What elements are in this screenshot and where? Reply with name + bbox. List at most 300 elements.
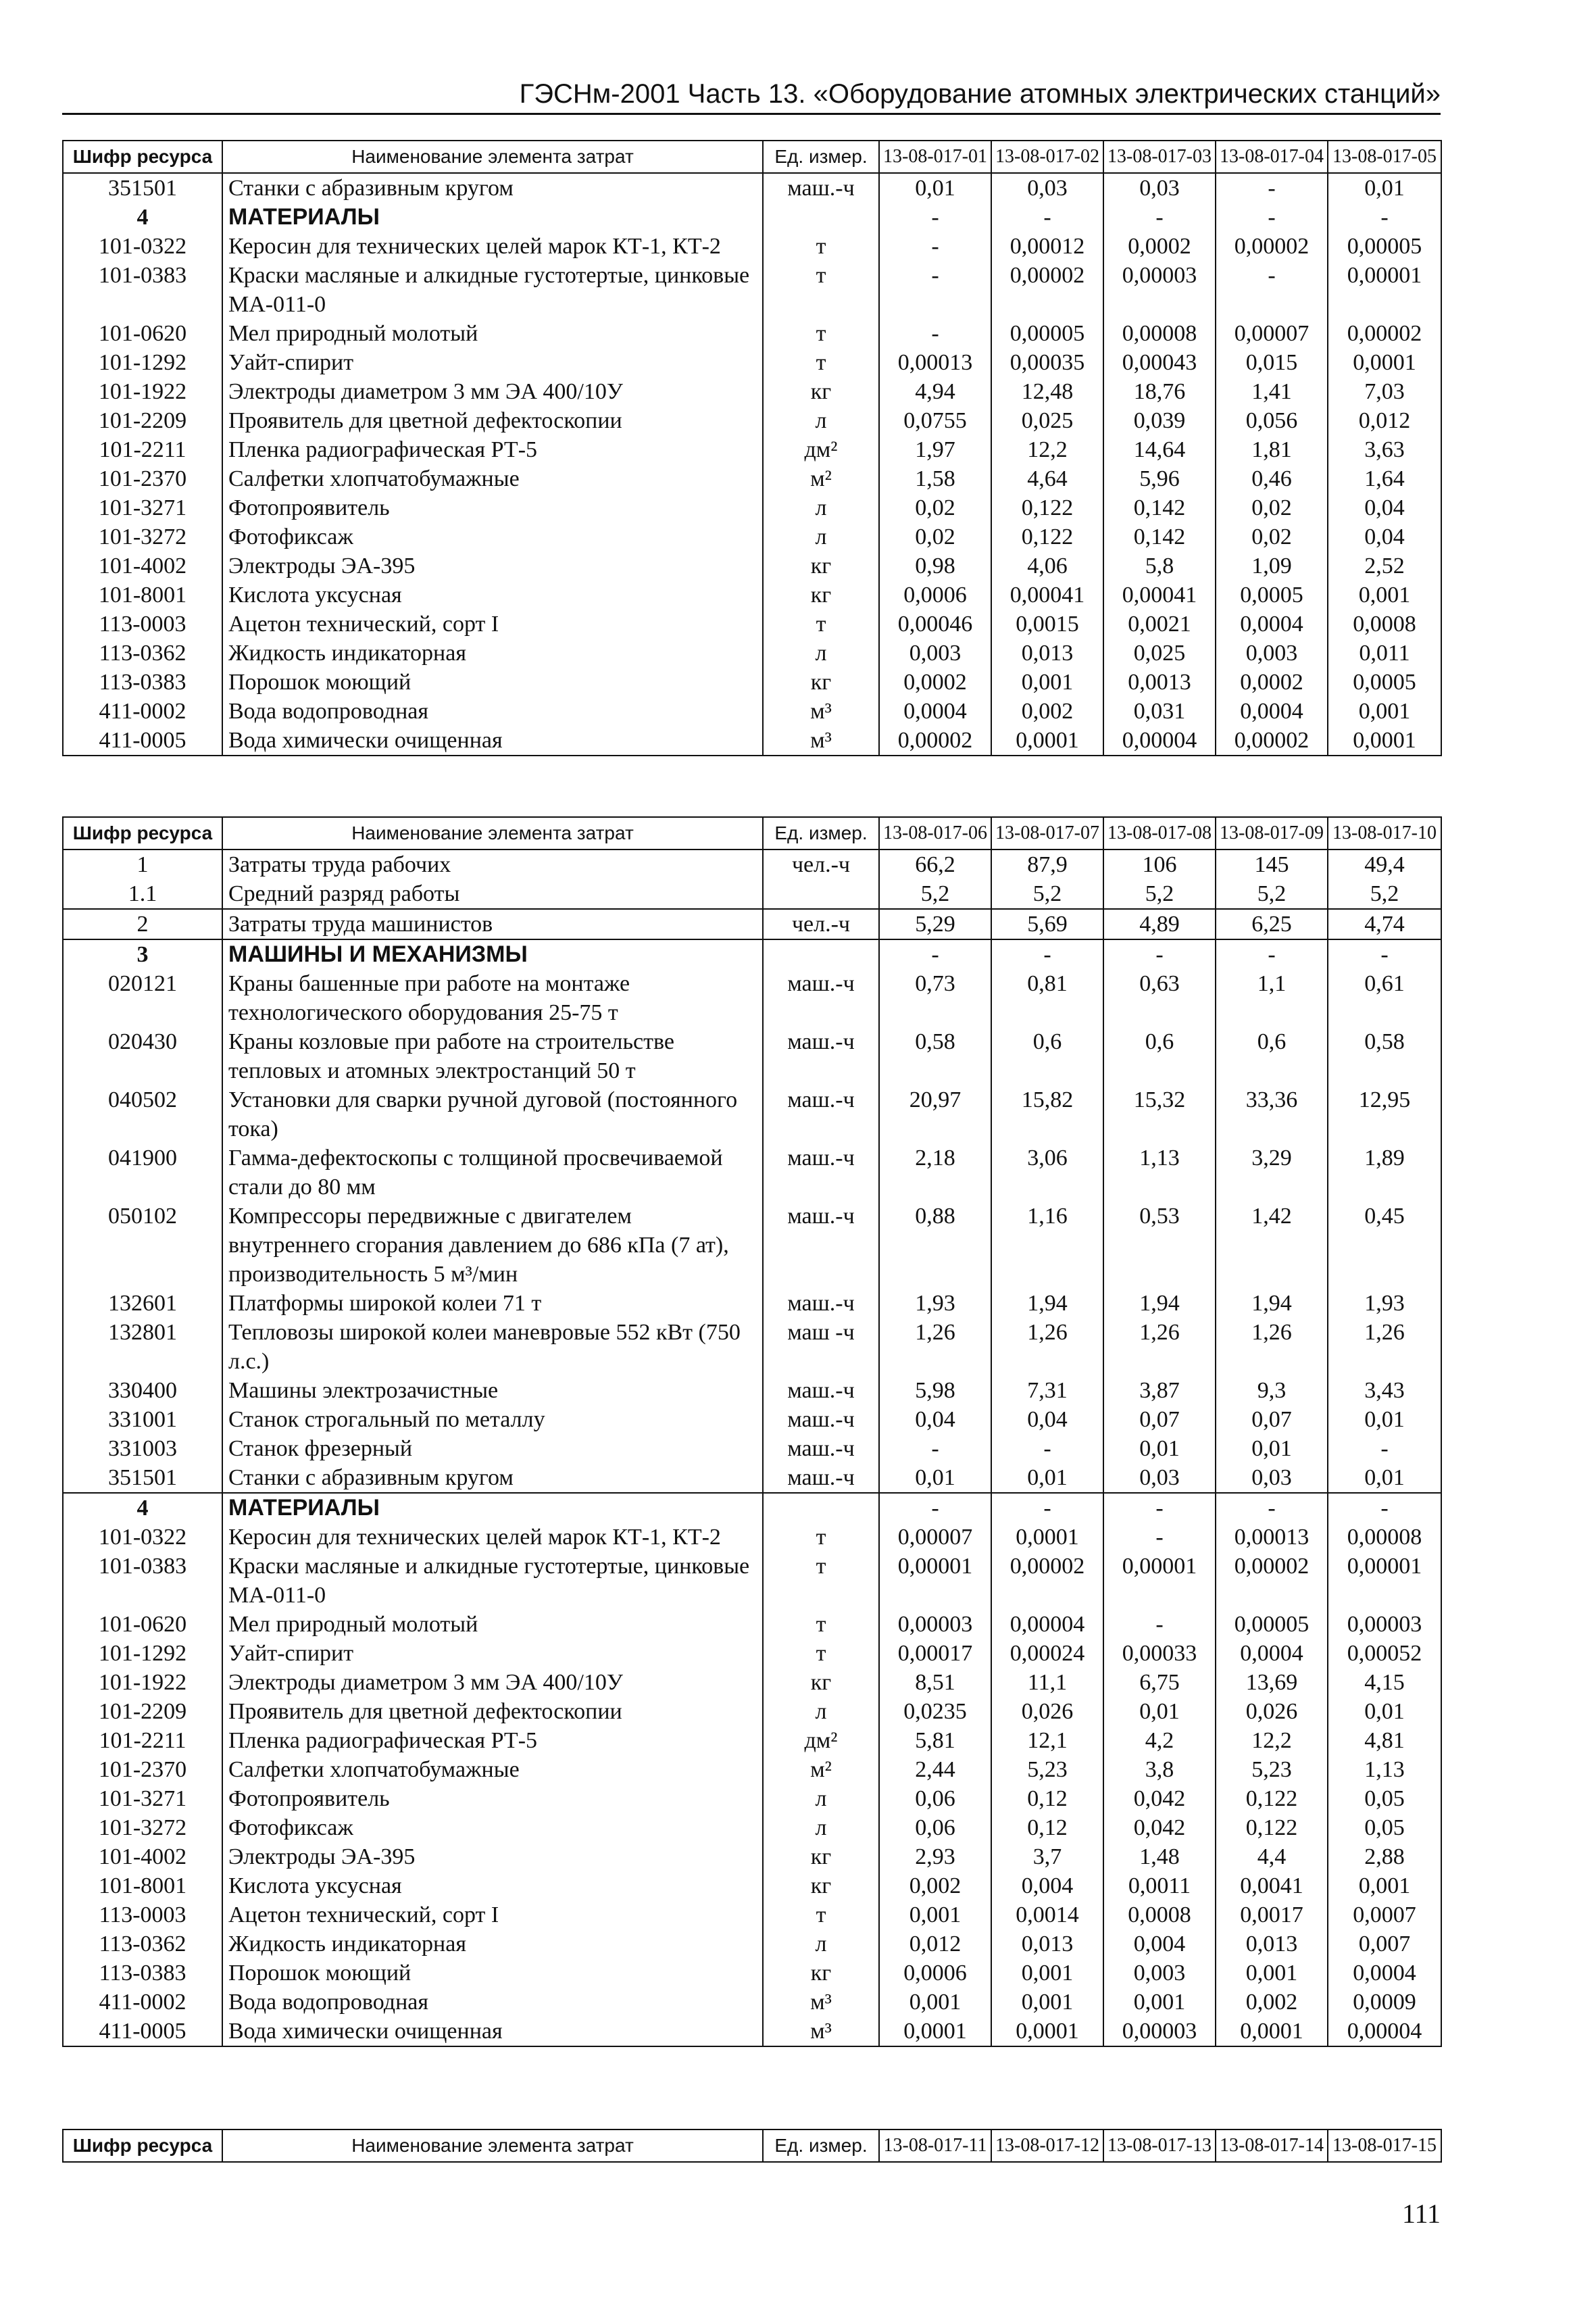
row-value: 0,03: [991, 173, 1103, 203]
row-value: -: [879, 1493, 991, 1523]
row-code: 101-0322: [63, 232, 222, 261]
row-value: 3,7: [991, 1842, 1103, 1871]
row-value: 0,01: [879, 1463, 991, 1493]
row-value: -: [1103, 1493, 1216, 1523]
row-name: Затраты труда машинистов: [222, 909, 763, 939]
row-value: 0,00001: [1328, 1552, 1441, 1610]
row-value: 0,46: [1216, 464, 1328, 493]
row-name: Машины электрозачистные: [222, 1376, 763, 1405]
row-code: 351501: [63, 173, 222, 203]
row-code: 113-0383: [63, 1959, 222, 1988]
row-value: 2,88: [1328, 1842, 1441, 1871]
row-code: 040502: [63, 1085, 222, 1143]
row-value: 0,98: [879, 551, 991, 581]
row-value: 5,2: [879, 879, 991, 909]
row-unit: [763, 203, 879, 232]
table-row: [63, 1318, 1441, 1376]
row-value: -: [1103, 1523, 1216, 1552]
row-value: 0,0007: [1328, 1900, 1441, 1929]
row-unit: м²: [763, 464, 879, 493]
row-unit: т: [763, 261, 879, 319]
row-value: 0,0008: [1328, 610, 1441, 639]
row-value: 4,94: [879, 377, 991, 406]
row-value: 4,15: [1328, 1668, 1441, 1697]
row-code: 101-2370: [63, 1755, 222, 1784]
row-value: 0,001: [1328, 1871, 1441, 1900]
row-value: 0,03: [1103, 1463, 1216, 1493]
row-unit: т: [763, 1552, 879, 1610]
row-value: 1,16: [991, 1202, 1103, 1289]
row-unit: м³: [763, 726, 879, 756]
row-value: 0,0001: [1328, 726, 1441, 756]
row-value: 0,00005: [991, 319, 1103, 348]
row-code: 101-3272: [63, 522, 222, 551]
header-name: Наименование элемента затрат: [222, 141, 763, 173]
row-value: 0,025: [991, 406, 1103, 435]
row-name: Уайт-спирит: [222, 348, 763, 377]
table-row: [63, 1668, 1441, 1697]
table-row: [63, 551, 1441, 581]
row-value: 0,0006: [879, 581, 991, 610]
row-value: 0,01: [991, 1463, 1103, 1493]
row-code: 411-0005: [63, 726, 222, 756]
row-value: 0,73: [879, 969, 991, 1027]
row-value: 12,48: [991, 377, 1103, 406]
table-row: [63, 1289, 1441, 1318]
row-code: 101-8001: [63, 1871, 222, 1900]
row-value: 0,00041: [991, 581, 1103, 610]
row-value: 0,02: [1216, 493, 1328, 522]
row-value: 0,00003: [1328, 1610, 1441, 1639]
row-unit: маш.-ч: [763, 1202, 879, 1289]
row-value: 1,89: [1328, 1143, 1441, 1202]
row-value: 0,013: [991, 1929, 1103, 1959]
table-row: [63, 1929, 1441, 1959]
row-value: 0,00003: [879, 1610, 991, 1639]
row-code: 411-0002: [63, 1988, 222, 2017]
row-value: 0,002: [991, 697, 1103, 726]
row-name: Фотопроявитель: [222, 493, 763, 522]
row-value: 0,0001: [991, 1523, 1103, 1552]
table-row: [63, 1376, 1441, 1405]
table-row: [63, 1143, 1441, 1202]
row-code: 101-2209: [63, 1697, 222, 1726]
row-value: 0,142: [1103, 493, 1216, 522]
row-value: 0,00007: [1216, 319, 1328, 348]
row-name: Керосин для технических целей марок КТ-1, КТ-2: [222, 232, 763, 261]
row-name: Станок фрезерный: [222, 1434, 763, 1463]
row-value: 0,81: [991, 969, 1103, 1027]
row-name: Средний разряд работы: [222, 879, 763, 909]
row-code: 101-0322: [63, 1523, 222, 1552]
row-unit: чел.-ч: [763, 850, 879, 879]
row-value: 0,039: [1103, 406, 1216, 435]
row-unit: т: [763, 1900, 879, 1929]
row-code: 101-2211: [63, 435, 222, 464]
header-name: Наименование элемента затрат: [222, 2130, 763, 2162]
row-unit: т: [763, 1610, 879, 1639]
row-value: -: [991, 939, 1103, 969]
table-row: [63, 1755, 1441, 1784]
row-value: 0,88: [879, 1202, 991, 1289]
row-code: 101-1922: [63, 1668, 222, 1697]
row-code: 3: [63, 939, 222, 969]
row-value: 0,00002: [1216, 232, 1328, 261]
row-code: 113-0003: [63, 610, 222, 639]
row-value: 9,3: [1216, 1376, 1328, 1405]
table-row: [63, 1871, 1441, 1900]
row-value: 1,94: [991, 1289, 1103, 1318]
row-code: 113-0362: [63, 1929, 222, 1959]
row-value: 2,93: [879, 1842, 991, 1871]
table-header-row: [63, 2130, 1441, 2162]
row-value: 0,07: [1103, 1405, 1216, 1434]
row-name: Кислота уксусная: [222, 581, 763, 610]
row-value: 0,00002: [879, 726, 991, 756]
row-value: 0,001: [1103, 1988, 1216, 2017]
row-name: Жидкость индикаторная: [222, 639, 763, 668]
row-code: 113-0003: [63, 1900, 222, 1929]
row-unit: дм²: [763, 435, 879, 464]
row-value: 0,0002: [1103, 232, 1216, 261]
row-value: 87,9: [991, 850, 1103, 879]
row-value: 0,00004: [1103, 726, 1216, 756]
row-value: 0,00046: [879, 610, 991, 639]
row-value: 0,003: [1103, 1959, 1216, 1988]
row-code: 1.1: [63, 879, 222, 909]
table-row: [63, 348, 1441, 377]
row-value: 0,122: [991, 493, 1103, 522]
row-value: 0,00003: [1103, 2017, 1216, 2046]
header-norm-code: 13-08-017-10: [1328, 817, 1441, 850]
row-name: Станок строгальный по металлу: [222, 1405, 763, 1434]
row-value: 0,0013: [1103, 668, 1216, 697]
row-value: 0,00002: [991, 1552, 1103, 1610]
table-row: [63, 581, 1441, 610]
row-value: 12,2: [991, 435, 1103, 464]
row-value: 4,2: [1103, 1726, 1216, 1755]
row-unit: л: [763, 1697, 879, 1726]
row-value: 4,4: [1216, 1842, 1328, 1871]
row-value: 0,06: [879, 1784, 991, 1813]
row-code: 101-3271: [63, 1784, 222, 1813]
row-value: 0,05: [1328, 1784, 1441, 1813]
row-value: 0,00002: [1216, 1552, 1328, 1610]
row-name: Мел природный молотый: [222, 1610, 763, 1639]
row-value: 0,001: [1328, 581, 1441, 610]
row-value: 6,75: [1103, 1668, 1216, 1697]
row-value: 0,12: [991, 1784, 1103, 1813]
row-value: -: [1103, 1610, 1216, 1639]
table-row: [63, 668, 1441, 697]
row-value: 0,001: [991, 668, 1103, 697]
table-row: [63, 261, 1441, 319]
section-row: [63, 939, 1441, 969]
row-unit: чел.-ч: [763, 909, 879, 939]
table-row: [63, 850, 1441, 879]
row-name: Пленка радиографическая РТ-5: [222, 435, 763, 464]
row-name: Электроды диаметром 3 мм ЭА 400/10У: [222, 1668, 763, 1697]
row-value: 0,03: [1216, 1463, 1328, 1493]
row-name: Гамма-дефектоскопы с толщиной просвечиваемой стали до 80 мм: [222, 1143, 763, 1202]
row-value: 3,63: [1328, 435, 1441, 464]
row-unit: кг: [763, 1668, 879, 1697]
row-name: МАТЕРИАЛЫ: [222, 203, 763, 232]
header-unit: Ед. измер.: [763, 141, 879, 173]
row-value: 0,0009: [1328, 1988, 1441, 2017]
row-unit: дм²: [763, 1726, 879, 1755]
row-value: 0,026: [1216, 1697, 1328, 1726]
header-norm-code: 13-08-017-01: [879, 141, 991, 173]
row-value: 0,00001: [1103, 1552, 1216, 1610]
row-value: 0,0001: [991, 726, 1103, 756]
table-row: [63, 1434, 1441, 1463]
table-row: [63, 435, 1441, 464]
row-name: МАТЕРИАЛЫ: [222, 1493, 763, 1523]
row-unit: м³: [763, 2017, 879, 2046]
row-value: 0,0755: [879, 406, 991, 435]
row-value: 0,00008: [1103, 319, 1216, 348]
row-name: Компрессоры передвижные с двигателем внутреннего сгорания давлением до 686 кПа (7 ат), производительность 5 м³/мин: [222, 1202, 763, 1289]
row-value: 0,0006: [879, 1959, 991, 1988]
row-value: 0,00002: [991, 261, 1103, 319]
row-value: 1,93: [879, 1289, 991, 1318]
row-value: 0,00003: [1103, 261, 1216, 319]
header-norm-code: 13-08-017-05: [1328, 141, 1441, 173]
row-unit: кг: [763, 1842, 879, 1871]
row-code: 101-0620: [63, 1610, 222, 1639]
table-row: [63, 909, 1441, 939]
row-value: -: [1328, 1434, 1441, 1463]
row-value: 1,58: [879, 464, 991, 493]
row-name: Вода водопроводная: [222, 697, 763, 726]
row-value: 0,01: [1328, 1463, 1441, 1493]
row-value: 5,29: [879, 909, 991, 939]
row-name: Станки с абразивным кругом: [222, 173, 763, 203]
row-value: -: [991, 203, 1103, 232]
row-value: 0,001: [1216, 1959, 1328, 1988]
row-code: 411-0002: [63, 697, 222, 726]
row-name: Вода химически очищенная: [222, 2017, 763, 2046]
row-value: 0,00012: [991, 232, 1103, 261]
row-value: -: [991, 1434, 1103, 1463]
row-value: 0,04: [879, 1405, 991, 1434]
row-unit: т: [763, 610, 879, 639]
row-value: 0,53: [1103, 1202, 1216, 1289]
row-value: -: [1216, 1493, 1328, 1523]
row-value: 0,026: [991, 1697, 1103, 1726]
table-header-row: [63, 817, 1441, 850]
page-header-title: ГЭСНм-2001 Часть 13. «Оборудование атомных электрических станций»: [519, 79, 1441, 109]
row-name: Установки для сварки ручной дуговой (постоянного тока): [222, 1085, 763, 1143]
row-value: 0,0001: [991, 2017, 1103, 2046]
row-code: 101-2209: [63, 406, 222, 435]
row-value: 5,81: [879, 1726, 991, 1755]
row-unit: маш.-ч: [763, 1376, 879, 1405]
row-value: -: [1216, 939, 1328, 969]
row-unit: м²: [763, 1755, 879, 1784]
row-value: 0,03: [1103, 173, 1216, 203]
row-value: 1,26: [1328, 1318, 1441, 1376]
row-value: 0,003: [879, 639, 991, 668]
row-code: 1: [63, 850, 222, 879]
row-name: Краски масляные и алкидные густотертые, цинковые МА-011-0: [222, 1552, 763, 1610]
row-value: 0,00013: [1216, 1523, 1328, 1552]
row-value: 0,0004: [879, 697, 991, 726]
row-value: 0,6: [1216, 1027, 1328, 1085]
row-value: 0,02: [1216, 522, 1328, 551]
table-row: [63, 1523, 1441, 1552]
row-unit: кг: [763, 581, 879, 610]
row-value: 0,025: [1103, 639, 1216, 668]
header-norm-code: 13-08-017-11: [879, 2130, 991, 2162]
header-name: Наименование элемента затрат: [222, 817, 763, 850]
row-value: 0,04: [991, 1405, 1103, 1434]
row-name: Фотопроявитель: [222, 1784, 763, 1813]
row-value: 7,31: [991, 1376, 1103, 1405]
row-value: -: [1216, 203, 1328, 232]
row-value: 20,97: [879, 1085, 991, 1143]
row-value: 0,00043: [1103, 348, 1216, 377]
row-code: 101-1292: [63, 348, 222, 377]
row-value: 0,0004: [1328, 1959, 1441, 1988]
row-value: 0,0005: [1328, 668, 1441, 697]
row-value: 8,51: [879, 1668, 991, 1697]
table-row: [63, 2017, 1441, 2046]
row-value: 0,0014: [991, 1900, 1103, 1929]
table-row: [63, 232, 1441, 261]
row-value: 1,09: [1216, 551, 1328, 581]
row-value: 1,26: [879, 1318, 991, 1376]
row-code: 330400: [63, 1376, 222, 1405]
table-row: [63, 1405, 1441, 1434]
header-code: Шифр ресурса: [63, 817, 222, 850]
row-code: 101-1922: [63, 377, 222, 406]
header-norm-code: 13-08-017-09: [1216, 817, 1328, 850]
table-row: [63, 1959, 1441, 1988]
row-value: 5,98: [879, 1376, 991, 1405]
row-value: -: [1216, 261, 1328, 319]
row-name: Уайт-спирит: [222, 1639, 763, 1668]
row-value: 0,00002: [1328, 319, 1441, 348]
row-value: 0,61: [1328, 969, 1441, 1027]
row-value: 2,18: [879, 1143, 991, 1202]
row-code: 132601: [63, 1289, 222, 1318]
row-value: 0,0011: [1103, 1871, 1216, 1900]
row-value: 33,36: [1216, 1085, 1328, 1143]
row-value: 4,74: [1328, 909, 1441, 939]
row-name: Краны башенные при работе на монтаже технологического оборудования 25-75 т: [222, 969, 763, 1027]
header-norm-code: 13-08-017-06: [879, 817, 991, 850]
row-value: 0,0017: [1216, 1900, 1328, 1929]
row-name: Электроды ЭА-395: [222, 551, 763, 581]
row-value: 6,25: [1216, 909, 1328, 939]
row-value: 0,0001: [1216, 2017, 1328, 2046]
row-value: 0,00017: [879, 1639, 991, 1668]
row-name: Тепловозы широкой колеи маневровые 552 кВт (750 л.с.): [222, 1318, 763, 1376]
row-value: 5,8: [1103, 551, 1216, 581]
header-unit: Ед. измер.: [763, 2130, 879, 2162]
table-row: [63, 1697, 1441, 1726]
row-value: 0,05: [1328, 1813, 1441, 1842]
row-value: 1,13: [1328, 1755, 1441, 1784]
row-value: 0,00002: [1216, 726, 1328, 756]
row-name: Жидкость индикаторная: [222, 1929, 763, 1959]
row-value: 0,04: [1328, 522, 1441, 551]
row-value: 1,26: [1103, 1318, 1216, 1376]
row-code: 101-3271: [63, 493, 222, 522]
row-value: 0,00004: [1328, 2017, 1441, 2046]
row-value: 11,1: [991, 1668, 1103, 1697]
row-value: 1,42: [1216, 1202, 1328, 1289]
table-row: [63, 1784, 1441, 1813]
row-value: 0,001: [879, 1988, 991, 2017]
row-unit: маш.-ч: [763, 173, 879, 203]
row-value: 0,00035: [991, 348, 1103, 377]
row-value: 0,0005: [1216, 581, 1328, 610]
row-name: Электроды ЭА-395: [222, 1842, 763, 1871]
row-value: 0,6: [991, 1027, 1103, 1085]
row-value: -: [1103, 203, 1216, 232]
header-norm-code: 13-08-017-14: [1216, 2130, 1328, 2162]
row-value: 0,042: [1103, 1784, 1216, 1813]
header-norm-code: 13-08-017-02: [991, 141, 1103, 173]
row-value: 3,43: [1328, 1376, 1441, 1405]
row-value: 0,01: [1216, 1434, 1328, 1463]
row-value: 0,00001: [1328, 261, 1441, 319]
row-value: -: [1328, 1493, 1441, 1523]
table-row: [63, 610, 1441, 639]
row-value: 0,0004: [1216, 1639, 1328, 1668]
table-row: [63, 1726, 1441, 1755]
row-value: 0,031: [1103, 697, 1216, 726]
row-unit: кг: [763, 1959, 879, 1988]
row-code: 101-3272: [63, 1813, 222, 1842]
row-value: 0,0004: [1216, 610, 1328, 639]
table-row: [63, 879, 1441, 909]
header-norm-code: 13-08-017-04: [1216, 141, 1328, 173]
row-value: 145: [1216, 850, 1328, 879]
row-value: 0,004: [1103, 1929, 1216, 1959]
row-value: 0,01: [1103, 1434, 1216, 1463]
row-value: 18,76: [1103, 377, 1216, 406]
row-value: 2,52: [1328, 551, 1441, 581]
row-unit: маш.-ч: [763, 1289, 879, 1318]
row-code: 411-0005: [63, 2017, 222, 2046]
row-value: -: [1328, 203, 1441, 232]
row-value: 12,1: [991, 1726, 1103, 1755]
row-value: 0,07: [1216, 1405, 1328, 1434]
row-value: 1,41: [1216, 377, 1328, 406]
row-value: 0,0015: [991, 610, 1103, 639]
row-value: 0,001: [879, 1900, 991, 1929]
row-value: 5,23: [1216, 1755, 1328, 1784]
resource-table-3-header: [62, 2129, 1442, 2163]
header-norm-code: 13-08-017-08: [1103, 817, 1216, 850]
row-value: 0,01: [879, 173, 991, 203]
row-value: 0,011: [1328, 639, 1441, 668]
row-value: 5,2: [1103, 879, 1216, 909]
row-value: 0,003: [1216, 639, 1328, 668]
row-value: 0,015: [1216, 348, 1328, 377]
row-value: 1,26: [1216, 1318, 1328, 1376]
row-value: 0,0004: [1216, 697, 1328, 726]
row-value: 12,2: [1216, 1726, 1328, 1755]
row-value: 49,4: [1328, 850, 1441, 879]
table-row: [63, 1085, 1441, 1143]
row-value: 5,96: [1103, 464, 1216, 493]
row-unit: л: [763, 1929, 879, 1959]
